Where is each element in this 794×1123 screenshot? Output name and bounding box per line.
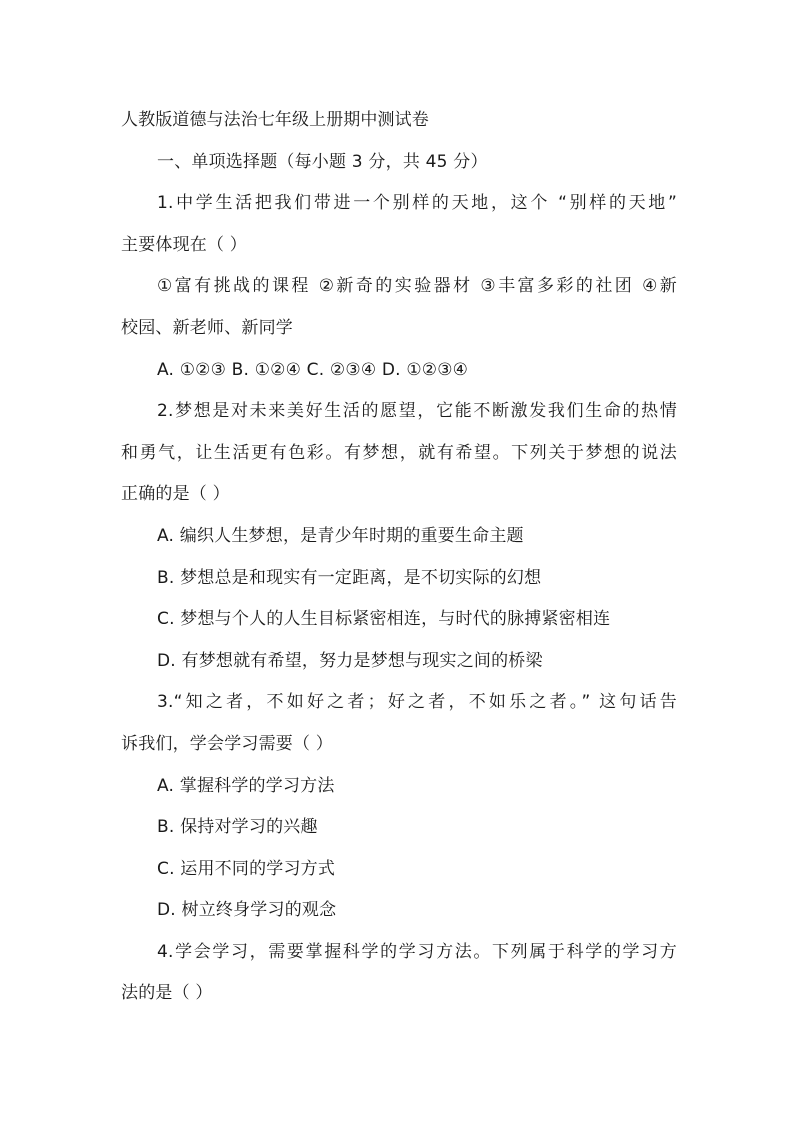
question-3-option-c: C. 运用不同的学习方式: [157, 858, 336, 879]
question-1-stem-line-2: 主要体现在（ ）: [121, 234, 248, 255]
question-3-stem-line-2: 诉我们，学会学习需要（ ）: [121, 733, 334, 754]
question-1-statements-line-2: 校园、新老师、新同学: [121, 317, 293, 338]
question-1-stem-line-1: 1.中学生活把我们带进一个别样的天地，这个 “别样的天地”: [157, 193, 677, 214]
question-2-stem-line-2: 和勇气，让生活更有色彩。有梦想，就有希望。下列关于梦想的说法: [121, 442, 677, 463]
question-3-option-d: D. 树立终身学习的观念: [157, 900, 337, 921]
question-1-statements-line-1: ①富有挑战的课程 ②新奇的实验器材 ③丰富多彩的社团 ④新: [157, 276, 677, 297]
question-1-options: A. ①②③ B. ①②④ C. ②③④ D. ①②③④: [157, 359, 469, 380]
question-2-option-c: C. 梦想与个人的人生目标紧密相连，与时代的脉搏紧密相连: [157, 609, 611, 630]
document-title: 人教版道德与法治七年级上册期中测试卷: [121, 110, 429, 130]
question-4-stem-line-2: 法的是（ ）: [121, 983, 213, 1004]
question-3-option-a: A. 掌握科学的学习方法: [157, 775, 335, 796]
question-2-option-d: D. 有梦想就有希望，努力是梦想与现实之间的桥梁: [157, 650, 543, 671]
question-4-stem-line-1: 4.学会学习，需要掌握科学的学习方法。下列属于科学的学习方: [157, 941, 677, 962]
document-body: [121, 100, 677, 1015]
question-3-option-b: B. 保持对学习的兴趣: [157, 817, 318, 838]
question-2-option-b: B. 梦想总是和现实有一定距离，是不切实际的幻想: [157, 567, 542, 588]
section-heading: 一、单项选择题（每小题 3 分，共 45 分）: [157, 151, 488, 172]
question-2-stem-line-1: 2.梦想是对未来美好生活的愿望，它能不断激发我们生命的热情: [157, 401, 677, 422]
question-2-stem-line-3: 正确的是（ ）: [121, 484, 230, 505]
question-3-stem-line-1: 3.“知之者，不如好之者；好之者，不如乐之者。” 这句话告: [157, 692, 677, 713]
question-2-option-a: A. 编织人生梦想，是青少年时期的重要生命主题: [157, 525, 524, 546]
